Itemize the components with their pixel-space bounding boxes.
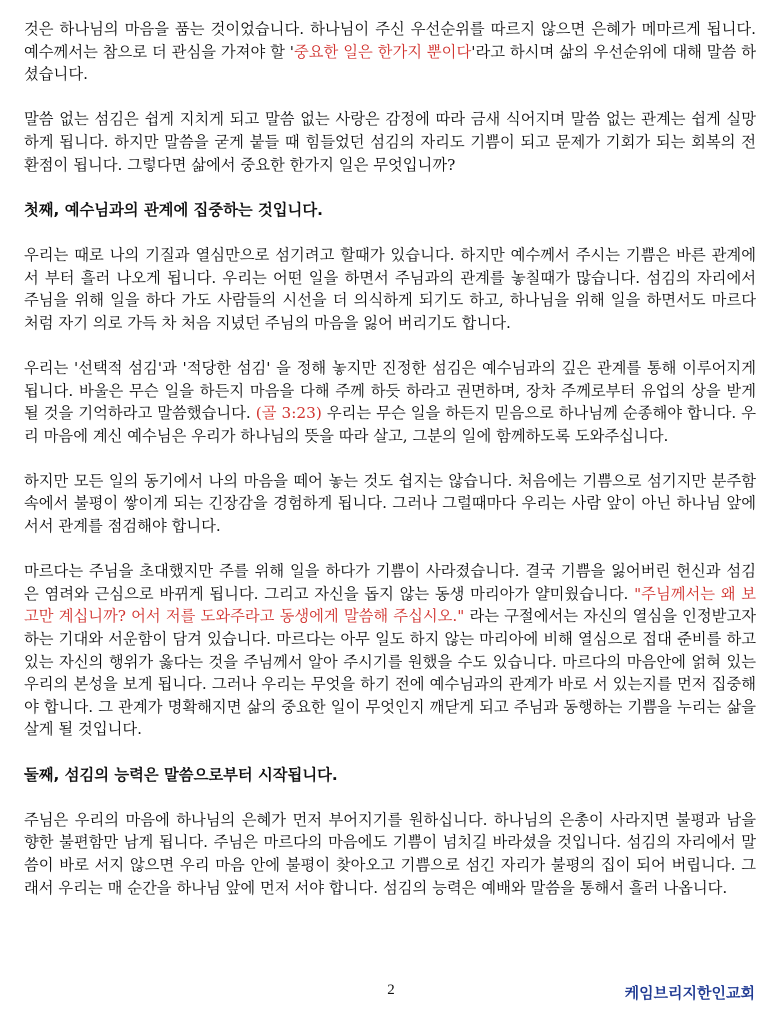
document-body (24, 18, 756, 922)
church-name: 케임브리지한인교회 (624, 984, 755, 1002)
section-heading: 둘째, 섬김의 능력은 말씀으로부터 시작됩니다. (24, 765, 338, 784)
paragraph-text: '라고 하시며 삶의 우선순위에 대해 말씀 하셨습니다. (24, 42, 757, 84)
emphasis-quote: "주님께서는 왜 보고만 계십니까? 어서 저를 도와주라고 동생에게 말씀해 주십시오." (24, 584, 757, 626)
paragraph-text: 마르다는 주님을 초대했지만 주를 위해 일을 하다가 기쁨이 사라졌습니다. 결국 기쁨을 잃어버린 헌신과 섬김은 염려와 근심으로 바뀌게 됩니다. 그리고 자신을 돕지 않는 동생 마리아가 얄미웠습니다. (24, 562, 756, 603)
paragraph (24, 560, 756, 741)
paragraph (24, 18, 756, 86)
paragraph-text: 것은 하나님의 마음을 품는 것이었습니다. 하나님이 주신 우선순위를 따르지 않으면 은혜가 메마르게 됩니다. 예수께서는 참으로 더 관심을 가져야 할 ' (24, 20, 756, 61)
paragraph: 하지만 모든 일의 동기에서 나의 마음을 떼어 놓는 것도 쉽지는 않습니다. 처음에는 기쁨으로 섬기지만 분주함 속에서 불평이 쌓이게 되는 긴장감을 경험하게 됩니다. 그러나 그럴때마다 우리는 사람 앞이 아닌 하나님 앞에 서서 관계를 점검해야 합니다. (24, 471, 756, 536)
paragraph (24, 357, 756, 447)
page-number: 2 (387, 982, 395, 998)
paragraph: 우리는 때로 나의 기질과 열심만으로 섬기려고 할때가 있습니다. 하지만 예수께서 주시는 기쁨은 바른 관계에서 부터 흘러 나오게 됩니다. 우리는 어떤 일을 하면서 주님과의 관계를 놓칠때가 많습니다. 섬김의 자리에서 주님을 위해 일을 하다 가도 사람들의 시선을 더 의식하게 되기도 하고, 하나님을 위해 일을 하면서도 마르다 처럼 자기 의로 가득 차 처음 지녔던 주님의 마음을 잃어 버리기도 합니다. (24, 245, 757, 332)
paragraph: 주님은 우리의 마음에 하나님의 은혜가 먼저 부어지기를 원하십니다. 하나님의 은총이 사라지면 불평과 남을 향한 불편함만 남게 됩니다. 주님은 마르다의 마음에도 기쁨이 넘치길 바라셨을 것입니다. 섬김의 자리에서 말씀이 바로 서지 않으면 우리 마음 안에 불평이 찾아오고 기쁨으로 섬긴 자리가 불평의 집이 되어 버립니다. 그래서 우리는 매 순간을 하나님 앞에 먼저 서야 합니다. 섬김의 능력은 예배와 말씀을 통해서 흘러 나옵니다. (24, 810, 756, 897)
scripture-reference: (골 3:23) (255, 404, 322, 423)
section-heading: 첫째, 예수님과의 관계에 집중하는 것입니다. (24, 200, 323, 219)
paragraph: 말씀 없는 섬김은 쉽게 지치게 되고 말씀 없는 사랑은 감정에 따라 금새 식어지며 말씀 없는 관계는 쉽게 실망하게 됩니다. 하지만 말씀을 굳게 붙들 때 힘들었던 섬김의 자리도 기쁨이 되고 문제가 기회가 되는 회복의 전환점이 됩니다. 그렇다면 삶에서 중요한 한가지 일은 무엇입니까? (24, 110, 756, 174)
paragraph-text: 우리는 무슨 일을 하든지 믿음으로 하나님께 순종해야 합니다. 우리 마음에 계신 예수님은 우리가 하나님의 뜻을 따라 살고, 그분의 일에 함께하도록 도와주십니다. (24, 404, 756, 445)
paragraph-text: 라는 구절에서는 자신의 열심을 인정받고자 하는 기대와 서운함이 담겨 있습니다. 마르다는 아무 일도 하지 않는 마리아에 비해 열심으로 접대 준비를 하고 있는 자신의 행위가 옳다는 것을 주님께서 알아 주시기를 원했을 수도 있습니다. 마르다의 마음안에 얽혀 있는 우리의 본성을 보게 됩니다. 그러나 우리는 무엇을 하기 전에 예수님과의 관계가 바로 서 있는지를 먼저 집중해야 합니다. 그 관계가 명확해지면 삶의 중요한 일이 무엇인지 깨닫게 되고 주님과 동행하는 기쁨을 누리는 삶을 살게 될 것입니다. (24, 607, 756, 739)
emphasis-quote: 중요한 일은 한가지 뿐이다 (294, 42, 472, 61)
paragraph-text: 우리는 '선택적 섬김'과 '적당한 섬김' 을 정해 놓지만 진정한 섬김은 예수님과의 깊은 관계를 통해 이루어지게 됩니다. 바울은 무슨 일을 하든지 마음을 다해 주께 하듯 하라고 권면하며, 장차 주께로부터 유업의 상을 받게 될 것을 기억하라고 말씀했습니다. (24, 358, 756, 423)
